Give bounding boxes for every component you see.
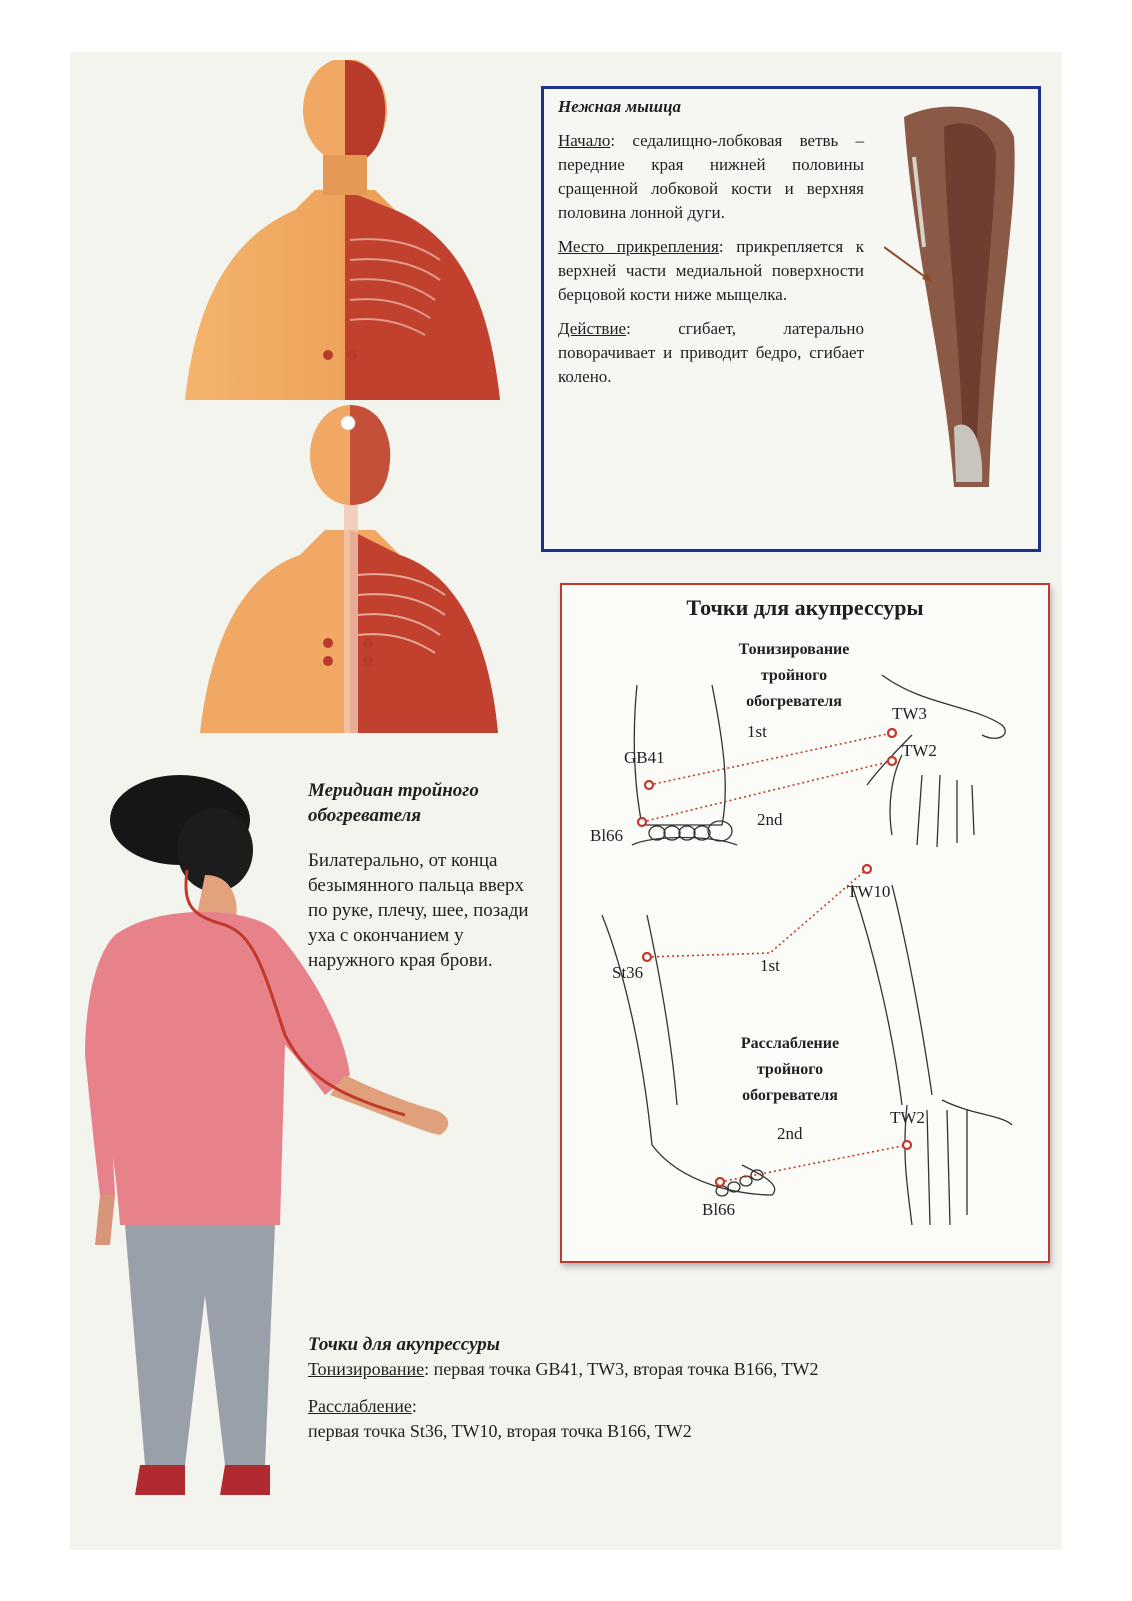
tw10-label: TW10 xyxy=(847,882,891,901)
tw3-point xyxy=(888,729,896,737)
action-label: Действие xyxy=(558,319,627,338)
muscle-title: Нежная мышца xyxy=(558,97,682,116)
bl66-label: Bl66 xyxy=(590,826,624,845)
sedate-label-line xyxy=(308,1394,1048,1419)
st36-label: St36 xyxy=(612,963,644,982)
muscle-info-box xyxy=(541,86,1041,552)
tw10-point xyxy=(863,865,871,873)
gb41-label: GB41 xyxy=(624,748,665,767)
bottom-summary xyxy=(308,1332,1048,1444)
insertion-label: Место прикрепления xyxy=(558,237,719,256)
tw3-label: TW3 xyxy=(892,704,927,723)
acupressure-diagram xyxy=(562,585,1048,1261)
bl66-point-lower xyxy=(716,1178,724,1186)
first-label: 1st xyxy=(747,722,767,741)
sedate-label: Расслабление xyxy=(308,1396,412,1416)
sedate-title-line-3: обогревателя xyxy=(742,1087,838,1104)
acupressure-title: Точки для акупрессуры xyxy=(686,595,924,620)
insertion-paragraph: Место прикрепления: прикрепляется к верхней части медиальной поверхности берцовой кости ниже мыщелка. xyxy=(558,237,864,304)
meridian-description: Билатерально, от конца безымянного пальца вверх по руке, плечу, шее, позади уха с окончанием у наружного края брови. xyxy=(308,850,529,971)
tw2-label: TW2 xyxy=(902,741,937,760)
muscle-description xyxy=(558,129,864,399)
second-label: 2nd xyxy=(757,810,783,829)
tonify-line xyxy=(308,1357,1048,1382)
tonify-text: : первая точка GB41, TW3, вторая точка B166, TW2 xyxy=(424,1359,819,1379)
bl66-label-lower: Bl66 xyxy=(702,1200,736,1219)
bottom-title: Точки для акупрессуры xyxy=(308,1334,500,1355)
gb41-point xyxy=(645,781,653,789)
bl66-point xyxy=(638,818,646,826)
tw2-point-lower xyxy=(903,1141,911,1149)
tonify-title-line-3: обогревателя xyxy=(746,693,842,710)
second-label-lower: 2nd xyxy=(777,1124,803,1143)
origin-text: седалищно-лобковая ветвь – передние края нижней половины сращенной лобковой кости и верхняя половина лонной дуги. xyxy=(558,131,864,222)
back-torso-illustration xyxy=(200,405,500,735)
tw2-point xyxy=(888,757,896,765)
sedate-title-line-2: тройного xyxy=(756,1061,824,1078)
sedate-colon: : xyxy=(411,1396,417,1416)
first-label-lower: 1st xyxy=(760,956,780,975)
gracilis-muscle-illustration xyxy=(884,97,1034,497)
sedate-title-line-1: Расслабление xyxy=(740,1035,840,1052)
tonify-title-line-2: тройного xyxy=(760,667,828,684)
origin-label: Начало xyxy=(558,131,611,150)
st36-point xyxy=(643,953,651,961)
tw2-label-lower: TW2 xyxy=(890,1108,925,1127)
origin-paragraph: Начало: седалищно-лобковая ветвь – передние края нижней половины сращенной лобковой кости и верхняя половина лонной дуги. xyxy=(558,131,864,222)
front-torso-illustration xyxy=(185,60,505,405)
insertion-text: прикрепляется к верхней части медиальной поверхности берцовой кости ниже мыщелка. xyxy=(558,237,864,304)
tonify-label: Тонизирование xyxy=(308,1359,425,1379)
sedate-text: первая точка St36, TW10, вторая точка B166, TW2 xyxy=(308,1421,692,1441)
action-paragraph: Действие: сгибает, латерально поворачивает и приводит бедро, сгибает колено. xyxy=(558,319,864,386)
tonify-title-line-1: Тонизирование xyxy=(738,641,850,658)
acupressure-box xyxy=(560,583,1050,1263)
meridian-title: Меридиан тройного обогревателя xyxy=(308,780,479,826)
action-text: сгибает, латерально поворачивает и приводит бедро, сгибает колено. xyxy=(558,319,864,386)
